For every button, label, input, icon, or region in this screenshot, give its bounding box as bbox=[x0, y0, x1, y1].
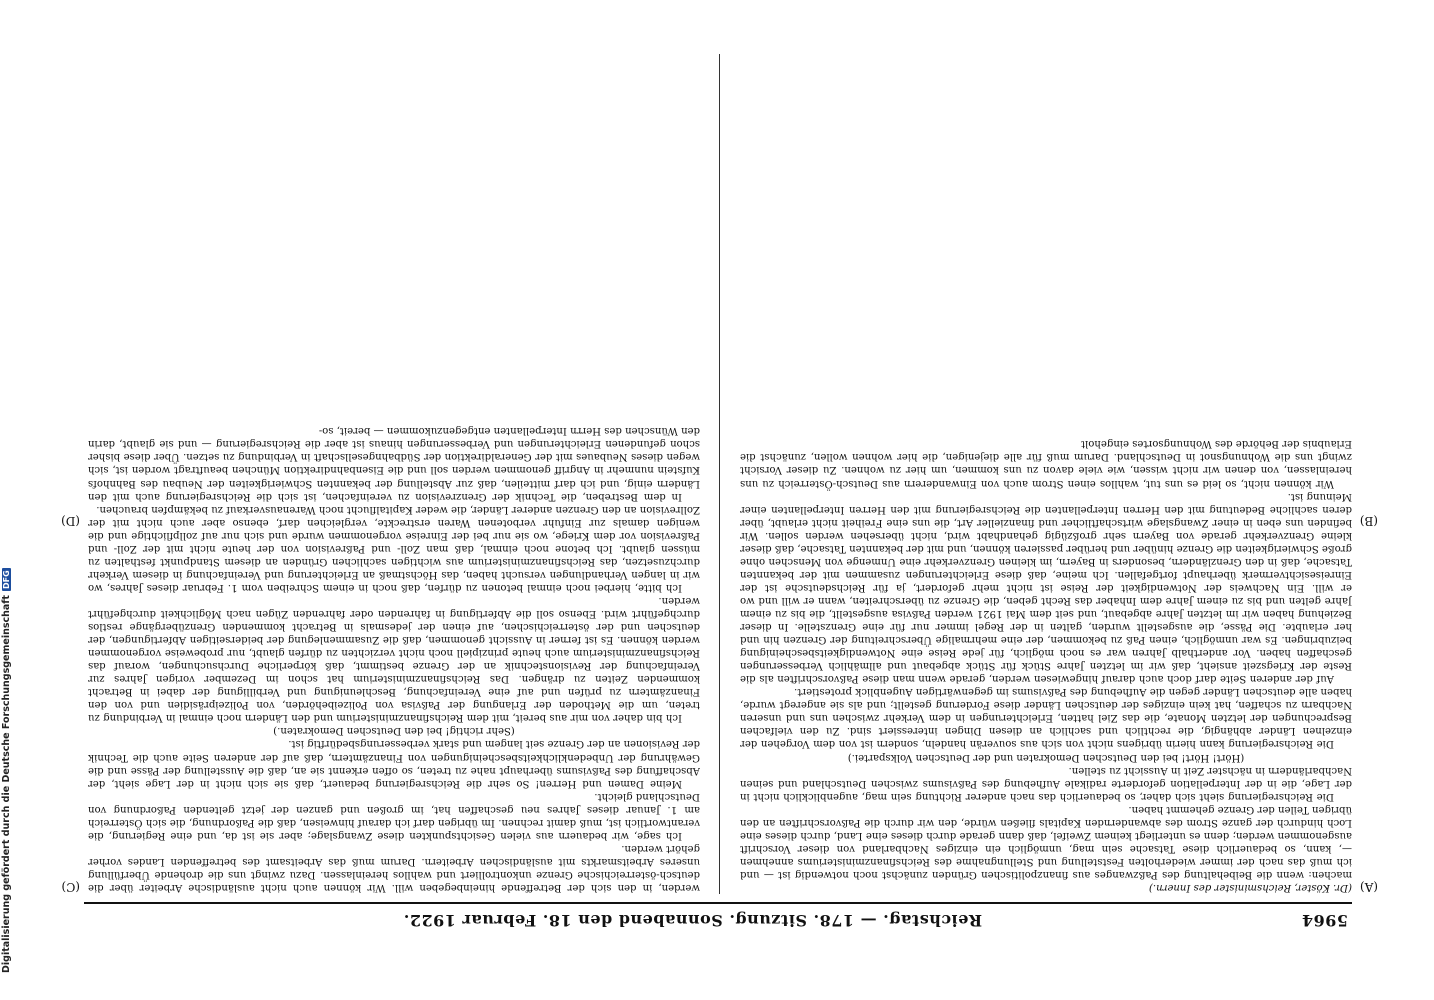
margin-mark-a: (A) bbox=[1359, 880, 1378, 894]
column-divider bbox=[719, 54, 720, 894]
margin-mark-b: (B) bbox=[1359, 514, 1378, 528]
interjection: (Hört! Hört! bei den Deutschen Demokraten und der Deutschen Volkspartei.) bbox=[847, 751, 1245, 763]
interjection: (Sehr richtig! bei den Deutschen Demokraten.) bbox=[273, 725, 515, 737]
page-title: Reichstag. — 178. Sitzung. Sonnabend den 18. Februar 1922. bbox=[403, 911, 983, 931]
credit-text: Digitalisierung gefördert durch die Deutsche Forschungsgemeinschaft bbox=[0, 595, 12, 973]
paragraph: Auf der anderen Seite darf doch auch darauf hingewiesen werden, gerade wenn man diese Paßvorschriften als die Reste der Kriegszeit ansieht, daß wir im letzten Jahre Stück für Stück abgebaut und allmählich Verbesserungen geschaffen haben. Vor anderthalb Jahren war es noch möglich, für jede Reise eine Notwendigkeitsbescheinigung beizubringen. Es war unmöglich, einen Paß zu bekommen, der eine mehrmalige Überschreitung der Grenzen hin und her erlaubte. Die Pässe, die ausgestellt wurden, galten in der Regel immer nur für eine Grenzstelle. In dieser Beziehung haben wir im letzten Jahre abgebaut, und seit dem Mai 1921 werden Paßvisa ausgestellt, die bis zu einem Jahre gelten und bis zu einem Jahre dem Inhaber das Recht geben, die Grenze zu überschreiten, wann er will und wo er will. Ein Nachweis der Notwendigkeit der Reise ist nicht mehr gefordert, ja für Reichsdeutsche ist der Einreisesichtvermerk überhaupt fortgefallen. Ich meine, daß diese Erleichterungen zusammen mit der bekannten Tatsache, daß in den Grenzländern, besonders in Bayern, im kleinen Grenzverkehr eine Unmenge von Menschen ohne große Schwierigkeiten die Grenze hinüber und herüber passieren können, und mit der bekannten Tatsache, daß dieser kleine Grenzverkehr gerade von Bayern sehr großzügig gehandhabt wird, nicht übersehen werden sollen. Wir befinden uns eben in einer Zwangslage wirtschaftlicher und finanzieller Art, die uns eine Freiheit nicht erlaubt, über deren sachliche Bedeutung mit den Herren Interpellanten die Reichsregierung mit den Herren Interpellanten einer Meinung ist. bbox=[740, 490, 1352, 685]
left-column bbox=[740, 54, 1352, 894]
newspaper-page bbox=[61, 48, 1378, 938]
paragraph: werden, in den sich der Betreffende hineinbegeben will. Wir können auch nicht ausländische Arbeiter über die deutsch-österreichische Grenze unkontrolliert und wahllos hereinlassen. Dazu zwingt uns die drohende Überfüllung unseres Arbeitsmarkts mit ausländischen Arbeitern. Darum muß das Arbeitsamt des betreffenden Landes vorher gehört werden. bbox=[88, 842, 700, 893]
page-header bbox=[84, 902, 1352, 938]
digitization-credit bbox=[0, 13, 13, 973]
speaker-line: (Dr. Köster, Reichsminister des Innern.) bbox=[1148, 882, 1352, 893]
margin-mark-d: (D) bbox=[61, 514, 80, 528]
paragraph: Wir können nicht, so leid es uns tut, wahllos einen Strom auch von Einwanderern aus Deutsch-Österreich zu uns hereinlassen, von denen wir nicht wissen, wie viele davon zu uns kommen, um hier zu wohnen. Zu dieser Vorsicht zwingt uns die Wohnungsnot in Deutschland. Darum muß für alle diejenigen, die hier wohnen wollen, zunächst die Erlaubnis der Behörde des Wohnungsortes eingeholt bbox=[740, 438, 1352, 489]
paragraph: Meine Damen und Herren! So sehr die Reichsregierung bedauert, daß sie sich nicht in der Lage sieht, der Abschaffung des Paßvisums überhaupt nahe zu treten, so offen erkennt sie an, daß die Ausstellung der Pässe und die Gewährung der Unbedenklichkeitsbescheinigungen von Finanzämtern, daß auf der anderen Seite auch die Technik der Revisionen an der Grenze seit langem und stark verbesserungsbedürftig ist. bbox=[88, 738, 700, 789]
paragraph: Ich sage, wir bedauern aus vielen Gesichtspunkten diese Zwangslage; aber sie ist da, und eine Regierung, die verantwortlich ist, muß damit rechnen. Im übrigen darf ich darauf hinweisen, daß die Paßordnung, die sich Österreich am 1. Januar dieses Jahres neu geschaffen hat, im großen und ganzen der jetzt geltenden Paßordnung von Deutschland gleicht. bbox=[88, 790, 700, 841]
paragraph: In dem Bestreben, die Technik der Grenzrevision zu vereinfachen, ist sich die Reichsregierung auch mit den Ländern einig, und ich darf mitteilen, daß zur Abstellung der bekannten Schwierigkeiten der Neubau des Bahnhofs Kufstein nunmehr in Angriff genommen werden soll und die Eisenbahndirektion München beauftragt worden ist, sich wegen dieses Neubaues mit der Generaldirektion der Südbahngesellschaft in Verbindung zu setzen. Über diese bisher schon gefundenen Erleichterungen und Verbesserungen hinaus ist aber die Reichsregierung — und sie glaubt, darin den Wünschen des Herrn Interpellanten entgegenzukommen — bereit, so- bbox=[88, 425, 700, 502]
paragraph: Die Reichsregierung sieht sich daher, so bedauerlich das nach anderer Richtung sein mag, augenblicklich nicht in der Lage, die in der Interpellation geforderte radikale Aufhebung des Paßvisums zwischen Deutschland und seinen Nachbarländern in nächster Zeit in Aussicht zu stellen. bbox=[740, 764, 1352, 802]
paragraph: Die Reichsregierung kann hierin übrigens nicht von sich aus souverän handeln, sondern ist von dem Vorgehen der einzelnen Länder abhängig, die rechtlich und sachlich an diesen Dingen interessiert sind. Zu den vielfachen Besprechungen der letzten Monate, die das Ziel hatten, Erleichterungen in dem Verkehr zwischen uns und unseren Nachbarn zu schaffen, hat kein einziges der deutschen Länder diese Forderung gestellt; und als sie angeregt wurde, haben alle deutschen Länder gegen die Aufhebung des Paßvisums im gegenwärtigen Augenblick protestiert. bbox=[740, 686, 1352, 750]
right-column bbox=[88, 54, 700, 894]
margin-mark-c: (C) bbox=[61, 880, 80, 894]
paragraph: Ich bitte, hierbei noch einmal betonen zu dürfen, daß noch in einem Schreiben vom 1. Februar dieses Jahres, wo wir in langen Verhandlungen versucht haben, das Höchstmaß an Erleichterung und Vereinfachung in diesem Verkehr durchzusetzen, das Reichsfinanzministerium aus wichtigen sachlichen Gründen an diesem Standpunkt festhalten zu müssen glaubt. Ich betone noch einmal, daß man Zoll- und Paßrevision von der heute nicht mit der Zoll- und Paßrevision vor dem Kriege, wo sie nur bei der Einreise vorgenommen wurde und sich nur auf zollpflichtige und die wenigen damals zur Einfuhr verbotenen Waren erstreckte, vergleichen darf, ebenso aber auch nicht mit der Zollrevision an den Grenzen anderer Länder, die weder Kapitalflucht noch Warenausverkauf zu bekämpfen brauchen. bbox=[88, 503, 700, 593]
paragraph: Ich bin daher von mir aus bereit, mit dem Reichsfinanzministerium und den Ländern noch einmal in Verbindung zu treten, um die Methoden der Erlangung der Paßvisa von Polizeibehörden, von Polizeipräsidien und von den Finanzämtern zu prüfen und auf eine Vereinfachung, Beschleunigung und Verbilligung der dabei in Betracht kommenden Zeiten zu drängen. Das Reichsfinanzministerium hat schon im Dezember vorigen Jahres zur Vereinfachung der Revisionstechnik an der Grenze bestimmt, daß körperliche Durchsuchungen, worauf das Reichsfinanzministerium auch heute prinzipiell noch nicht verzichten zu dürfen glaubt, nur probeweise vorgenommen werden können. Es ist ferner in Aussicht genommen, daß die Zusammenlegung der beiderseitigen Abfertigungen, der deutschen und der österreichischen, auf einen der jedesmals in Betracht kommenden Grenzübergänge restlos durchgeführt wird. Ebenso soll die Abfertigung in fahrenden oder fahrenden Zügen nach Möglichkeit durchgeführt werden. bbox=[88, 594, 700, 724]
paragraph: machen: wenn die Beibehaltung des Paßzwanges aus finanzpolitischen Gründen zunächst noch notwendig ist — und ich muß das nach der immer wiederholten Feststellung und Stellungnahme des Reichsfinanzministeriums annehmen —, kann, so bedauerlich diese Tatsache sein mag, unmöglich ein einziges Nachbarland von dieser Vorschrift ausgenommen werden; denn es unterliegt keinem Zweifel, daß dann gerade durch dieses eine Land, durch dieses eine Loch hindurch der ganze Strom des abwandernden Kapitals fließen würde, den wir durch die Paßvorschriften an den übrigen Teilen der Grenze gehemmt haben. bbox=[740, 803, 1352, 880]
dfg-logo-icon: DFG bbox=[1, 570, 11, 590]
page-number: 5964 bbox=[1301, 911, 1348, 931]
